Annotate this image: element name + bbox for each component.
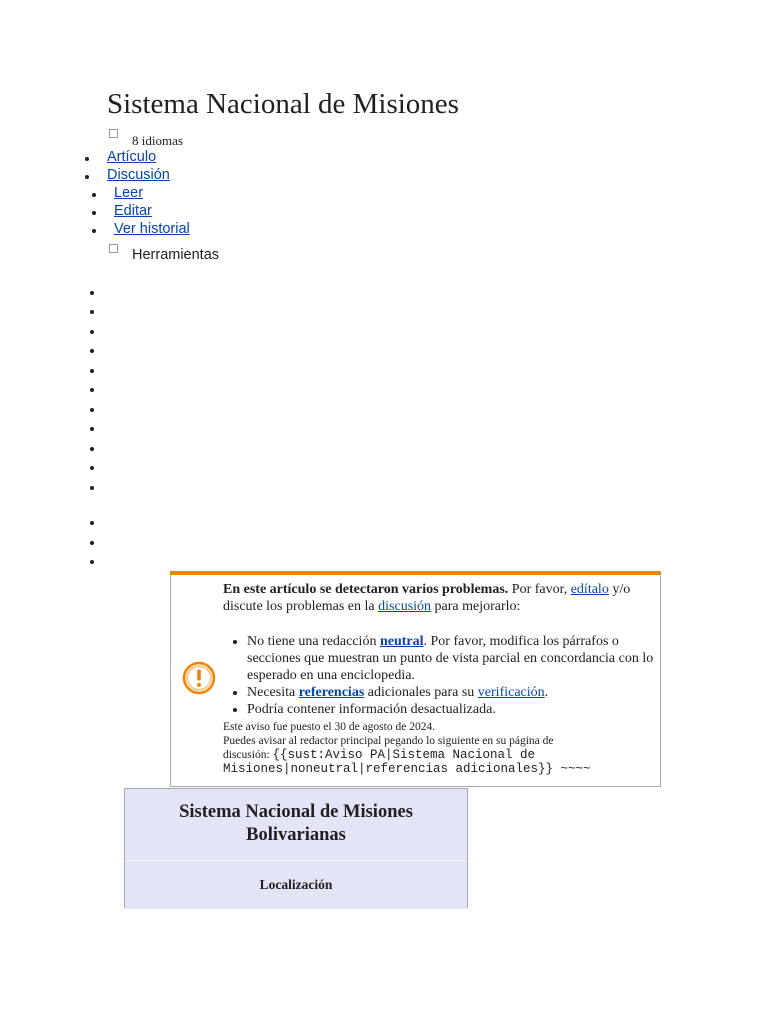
tools-menu-label[interactable]: Herramientas	[132, 247, 220, 263]
infobox-title: Sistema Nacional de Misiones Bolivarianas	[125, 789, 467, 860]
tools-list-item[interactable]	[90, 349, 94, 353]
tools-list-item[interactable]	[90, 291, 94, 295]
notice-intro: En este artículo se detectaron varios problemas. Por favor, edítalo y/o discute los problemas en la discusión para mejorarlo:	[223, 582, 631, 614]
list-bullet	[92, 211, 96, 215]
list-bullet	[92, 193, 96, 197]
list-item: • Podría contener información desactualizada.	[247, 701, 655, 718]
template-code: {{sust:Aviso PA|Sistema Nacional de Misiones|noneutral|referencias adicionales}} ~~~~	[223, 748, 591, 776]
list-bullet	[85, 175, 89, 179]
issues-list	[223, 633, 655, 718]
language-menu-checkbox[interactable]	[109, 129, 118, 138]
tools-list-item[interactable]	[90, 310, 94, 314]
notice-text	[223, 581, 655, 776]
tab-talk[interactable]: Discusión	[107, 167, 170, 183]
list-item: • No tiene una redacción neutral. Por favor, modifica los párrafos o secciones que muestran un punto de vista parcial en concordancia con lo esperado en una enciclopedia.	[247, 633, 655, 684]
infobox	[124, 788, 468, 908]
issues-notice-box	[170, 571, 661, 787]
tab-article[interactable]: Artículo	[107, 149, 157, 165]
references-link[interactable]: referencias	[298, 685, 365, 700]
warning-icon	[182, 661, 216, 695]
edit-link[interactable]: edítalo	[570, 582, 609, 597]
tab-read[interactable]: Leer	[114, 185, 144, 201]
tools-list-item[interactable]	[90, 330, 94, 334]
tools-menu-checkbox[interactable]	[109, 244, 118, 253]
talk-link[interactable]: discusión	[378, 599, 432, 614]
tools-list-item[interactable]	[90, 447, 94, 451]
tools-list-item[interactable]	[90, 560, 94, 564]
list-bullet	[85, 157, 89, 161]
notice-heading: En este artículo se detectaron varios problemas.	[223, 582, 509, 597]
verification-link[interactable]: verificación	[477, 685, 545, 700]
tools-list-item[interactable]	[90, 408, 94, 412]
notice-notify: Puedes avisar al redactor principal pegando lo siguiente en su página de discusión: {{sust:Aviso PA|Sistema Nacional de Misiones|noneutral|referencias adicionales}} ~~~~	[223, 735, 591, 776]
tools-list-item[interactable]	[90, 427, 94, 431]
tools-list-item[interactable]	[90, 486, 94, 490]
tools-list-item[interactable]	[90, 388, 94, 392]
tab-edit[interactable]: Editar	[114, 203, 152, 219]
tools-list-item[interactable]	[90, 369, 94, 373]
infobox-subheader: Localización	[125, 861, 467, 909]
tools-list-item[interactable]	[90, 466, 94, 470]
tools-list-item[interactable]	[90, 521, 94, 525]
list-bullet	[92, 229, 96, 233]
list-item: • Necesita referencias adicionales para su verificación.	[247, 684, 655, 701]
page-title: Sistema Nacional de Misiones	[107, 88, 459, 120]
tools-list-item[interactable]	[90, 541, 94, 545]
language-menu-label[interactable]: 8 idiomas	[132, 133, 183, 148]
tab-history[interactable]: Ver historial	[114, 221, 190, 237]
notice-date: Este aviso fue puesto el 30 de agosto de 2024.	[223, 721, 436, 733]
neutral-link[interactable]: neutral	[379, 634, 424, 649]
